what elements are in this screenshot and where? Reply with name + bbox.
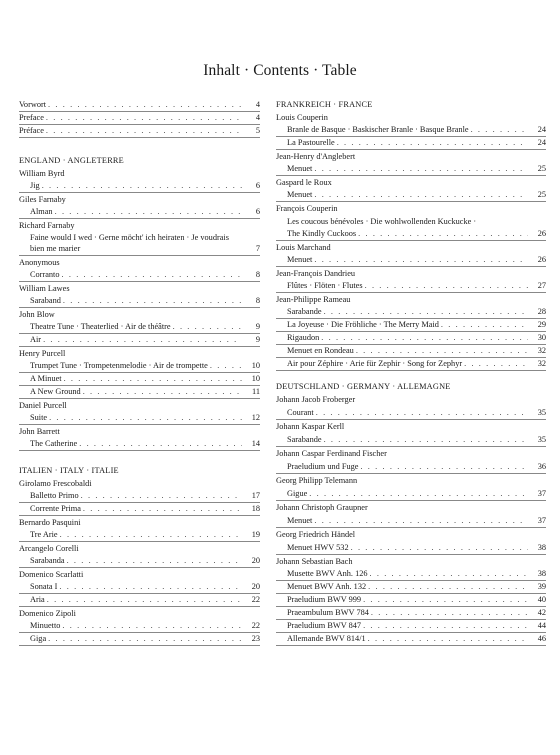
page-number: 9 [255, 335, 260, 344]
composer-name: Domenico Zipoli [19, 609, 76, 618]
composer-name: William Byrd [19, 169, 65, 178]
toc-entry[interactable] [276, 358, 546, 371]
dot-leader [363, 593, 528, 606]
page-title: Inhalt · Contents · Table [203, 62, 357, 79]
toc-entry[interactable] [19, 206, 260, 219]
section-heading: ITALIEN · ITALY · ITALIE [19, 466, 119, 475]
entry-title: Jig [30, 181, 40, 190]
page-number: 38 [537, 569, 546, 578]
dot-leader [351, 541, 528, 554]
page-number: 18 [251, 504, 260, 513]
entry-title: Les coucous bénévoles · Die wohlwollenden Kuckucke · [287, 217, 477, 226]
page-number: 22 [251, 621, 260, 630]
composer-name: Jean-Philippe Rameau [276, 295, 351, 304]
entry-title: Branle de Basque · Baskischer Branle · Basque Branle [287, 125, 469, 134]
dot-leader [314, 188, 528, 201]
entry-title: Sarabanda [30, 556, 65, 565]
dot-leader [83, 385, 242, 398]
page-number: 26 [537, 229, 546, 238]
entry-title: Préface [19, 126, 44, 135]
toc-entry[interactable] [19, 555, 260, 568]
page-number: 9 [255, 322, 260, 331]
page-number: 23 [251, 634, 260, 643]
entry-title: Menuet BWV Anh. 132 [287, 582, 367, 591]
page-number: 25 [537, 164, 546, 173]
toc-entry[interactable] [276, 163, 546, 176]
entry-title: Courant [287, 408, 314, 417]
dot-leader [441, 318, 528, 331]
dot-leader [83, 502, 242, 515]
composer-name: Girolamo Frescobaldi [19, 479, 92, 488]
dot-leader [321, 331, 528, 344]
page-number: 6 [255, 181, 260, 190]
entry-title: Air [30, 335, 42, 344]
page-number: 30 [537, 333, 546, 342]
dot-leader [316, 406, 528, 419]
composer-name: Henry Purcell [19, 349, 66, 358]
entry-title: Allemande BWV 814/1 [287, 634, 366, 643]
entry-title: Alman [30, 207, 53, 216]
dot-leader [48, 98, 242, 111]
left-column [19, 99, 260, 646]
dot-leader [371, 606, 528, 619]
entry-title: Praeludium und Fuge [287, 462, 359, 471]
dot-leader [370, 567, 528, 580]
toc-entry[interactable] [19, 529, 260, 542]
toc-entry[interactable] [19, 438, 260, 451]
dot-leader [464, 357, 528, 370]
dot-leader [63, 294, 242, 307]
composer-name: Jean-François Dandrieu [276, 269, 356, 278]
page-number: 4 [255, 113, 260, 122]
entry-title: Menuet [287, 516, 313, 525]
entry-title: Flûtes · Flöten · Flutes [287, 281, 363, 290]
dot-leader [324, 433, 528, 446]
page-number: 20 [251, 582, 260, 591]
right-column [276, 99, 546, 646]
page-number: 42 [537, 608, 546, 617]
entry-title: Air pour Zéphire · Arie für Zephir · Song for Zephyr [287, 359, 463, 368]
composer-name: Johann Caspar Ferdinand Fischer [276, 449, 387, 458]
entry-title: Balletto Primo [30, 491, 79, 500]
composer-name: Gaspard le Roux [276, 178, 332, 187]
dot-leader [358, 227, 528, 240]
entry-title: Minuetto [30, 621, 61, 630]
entry-title: La Joyeuse · Die Fröhliche · The Merry Maid [287, 320, 439, 329]
page-number: 17 [251, 491, 260, 500]
composer-name: William Lawes [19, 284, 70, 293]
dot-leader [365, 279, 528, 292]
entry-title: Faine would I wed · Gerne möcht' ich heiraten · Je voudrais bien me marier [30, 233, 229, 253]
page-number: 40 [537, 595, 546, 604]
entry-title: Menuet [287, 190, 313, 199]
composer-name: Anonymous [19, 258, 60, 267]
section-heading: DEUTSCHLAND · GERMANY · ALLEMAGNE [276, 382, 451, 391]
entry-title: Giga [30, 634, 47, 643]
dot-leader [46, 124, 242, 137]
composer-name: Bernardo Pasquini [19, 518, 81, 527]
page-number: 32 [537, 359, 546, 368]
page-number: 44 [537, 621, 546, 630]
entry-title: A New Ground [30, 387, 81, 396]
page-number: 24 [537, 138, 546, 147]
page-number: 37 [537, 489, 546, 498]
dot-leader [356, 344, 528, 357]
entry-title: Rigaudon [287, 333, 320, 342]
page-number: 26 [537, 255, 546, 264]
entry-title: La Pastourelle [287, 138, 335, 147]
page-number: 29 [537, 320, 546, 329]
toc-entry[interactable] [276, 228, 546, 241]
composer-name: John Barrett [19, 427, 60, 436]
toc-entry[interactable] [276, 406, 546, 420]
entry-title: Tre Arie [30, 530, 58, 539]
page-number: 38 [537, 543, 546, 552]
composer-name: François Couperin [276, 204, 338, 213]
toc-entry[interactable] [19, 594, 260, 607]
dot-leader [368, 580, 528, 593]
entry-title: Saraband [30, 296, 61, 305]
entry-title: Sarabande [287, 435, 322, 444]
entry-title: Suite [30, 413, 48, 422]
toc-entry[interactable] [276, 280, 546, 293]
dot-leader [173, 320, 242, 333]
toc-entry[interactable] [276, 189, 546, 202]
composer-name: Georg Philipp Telemann [276, 476, 358, 485]
page-number: 37 [537, 516, 546, 525]
page-number: 7 [255, 244, 260, 253]
page-number: 36 [537, 462, 546, 471]
entry-title: Musette BWV Anh. 126 [287, 569, 368, 578]
toc-entry[interactable] [19, 269, 260, 282]
entry-title: Theatre Tune · Theaterlied · Air de théâtre [30, 322, 171, 331]
toc-entry[interactable] [276, 433, 546, 447]
page-number: 20 [251, 556, 260, 565]
dot-leader [42, 179, 242, 192]
toc-entry[interactable] [19, 412, 260, 425]
entry-title: Praeludium BWV 999 [287, 595, 362, 604]
entry-title: Gigue [287, 489, 308, 498]
toc-entry[interactable] [276, 460, 546, 474]
page-number: 46 [537, 634, 546, 643]
toc-entry[interactable] [19, 503, 260, 516]
entry-title: The Kindly Cuckoos [287, 229, 357, 238]
entry-title: Sarabande [287, 307, 322, 316]
dot-leader [46, 111, 242, 124]
section-heading: FRANKREICH · FRANCE [276, 100, 373, 109]
entry-title: Menuet en Rondeau [287, 346, 354, 355]
page-number: 28 [537, 307, 546, 316]
dot-leader [47, 593, 242, 606]
page-number: 8 [255, 296, 260, 305]
page-number: 32 [537, 346, 546, 355]
page-number: 10 [251, 361, 260, 370]
page-number: 35 [537, 408, 546, 417]
toc-entry[interactable] [19, 386, 260, 399]
entry-title: Menuet HWV 532 [287, 543, 349, 552]
dot-leader [368, 632, 528, 645]
page-number: 8 [255, 270, 260, 279]
entry-title: Praeludium BWV 847 [287, 621, 362, 630]
page-number: 12 [251, 413, 260, 422]
page-number: 6 [255, 207, 260, 216]
toc-entry[interactable] [19, 295, 260, 308]
page-number: 14 [251, 439, 260, 448]
composer-name: John Blow [19, 310, 55, 319]
page-number: 22 [251, 595, 260, 604]
toc-entry[interactable] [276, 137, 546, 150]
dot-leader [309, 487, 528, 500]
toc-entry[interactable] [19, 334, 260, 347]
toc-entry[interactable] [19, 180, 260, 193]
dot-leader [337, 136, 528, 149]
toc-entry[interactable] [276, 514, 546, 528]
composer-name: Richard Farnaby [19, 221, 75, 230]
dot-leader [210, 359, 242, 372]
dot-leader [59, 580, 242, 593]
toc-entry[interactable] [19, 633, 260, 646]
composer-name: Domenico Scarlatti [19, 570, 84, 579]
dot-leader [60, 528, 242, 541]
entry-title: Preface [19, 113, 44, 122]
dot-leader [62, 619, 242, 632]
composer-name: Giles Farnaby [19, 195, 66, 204]
dot-leader [55, 205, 242, 218]
entry-title: Vorwort [19, 100, 47, 109]
toc-entry[interactable] [19, 125, 260, 138]
toc-entry[interactable] [19, 232, 260, 256]
entry-title: Menuet [287, 164, 313, 173]
dot-leader [48, 632, 242, 645]
dot-leader [471, 123, 528, 136]
page-number: 11 [252, 387, 260, 396]
entry-title: Menuet [287, 255, 313, 264]
toc-entry[interactable] [276, 541, 546, 555]
dot-leader [81, 489, 242, 502]
dot-leader [49, 411, 242, 424]
composer-name: Louis Marchand [276, 243, 331, 252]
page-number: 4 [255, 100, 260, 109]
toc-entry[interactable] [276, 487, 546, 501]
dot-leader [64, 372, 242, 385]
entry-title: Corrente Prima [30, 504, 81, 513]
entry-title: Corranto [30, 270, 60, 279]
composer-name: Johann Jacob Froberger [276, 395, 356, 404]
entry-title: The Catherine [30, 439, 78, 448]
page-number: 24 [537, 125, 546, 134]
dot-leader [67, 554, 242, 567]
page-number: 25 [537, 190, 546, 199]
composer-name: Johann Christoph Graupner [276, 503, 368, 512]
composer-name: Louis Couperin [276, 113, 328, 122]
composer-name: Georg Friedrich Händel [276, 530, 356, 539]
entry-title: A Minuet [30, 374, 62, 383]
entry-title: Aria [30, 595, 45, 604]
dot-leader [360, 460, 528, 473]
entry-title: Sonata I [30, 582, 58, 591]
page-number: 10 [251, 374, 260, 383]
dot-leader [314, 253, 528, 266]
entry-title: Praeambulum BWV 784 [287, 608, 369, 617]
dot-leader [314, 514, 528, 527]
dot-leader [324, 305, 528, 318]
composer-name: Daniel Purcell [19, 401, 67, 410]
dot-leader [62, 268, 243, 281]
page-number: 35 [537, 435, 546, 444]
page-number: 19 [251, 530, 260, 539]
section-heading: ENGLAND · ANGLETERRE [19, 156, 124, 165]
dot-leader [79, 437, 242, 450]
composer-name: Johann Sebastian Bach [276, 557, 353, 566]
toc-entry[interactable] [276, 254, 546, 267]
dot-leader [314, 162, 528, 175]
dot-leader [363, 619, 528, 632]
toc-entry[interactable] [276, 633, 546, 646]
dot-leader [43, 333, 242, 346]
page-number: 39 [537, 582, 546, 591]
composer-name: Jean-Henry d'Anglebert [276, 152, 356, 161]
composer-name: Johann Kaspar Kerll [276, 422, 345, 431]
page-number: 5 [255, 126, 260, 135]
entry-title: Trumpet Tune · Trompetenmelodie · Air de trompette [30, 361, 208, 370]
page-number: 27 [537, 281, 546, 290]
composer-name: Arcangelo Corelli [19, 544, 79, 553]
